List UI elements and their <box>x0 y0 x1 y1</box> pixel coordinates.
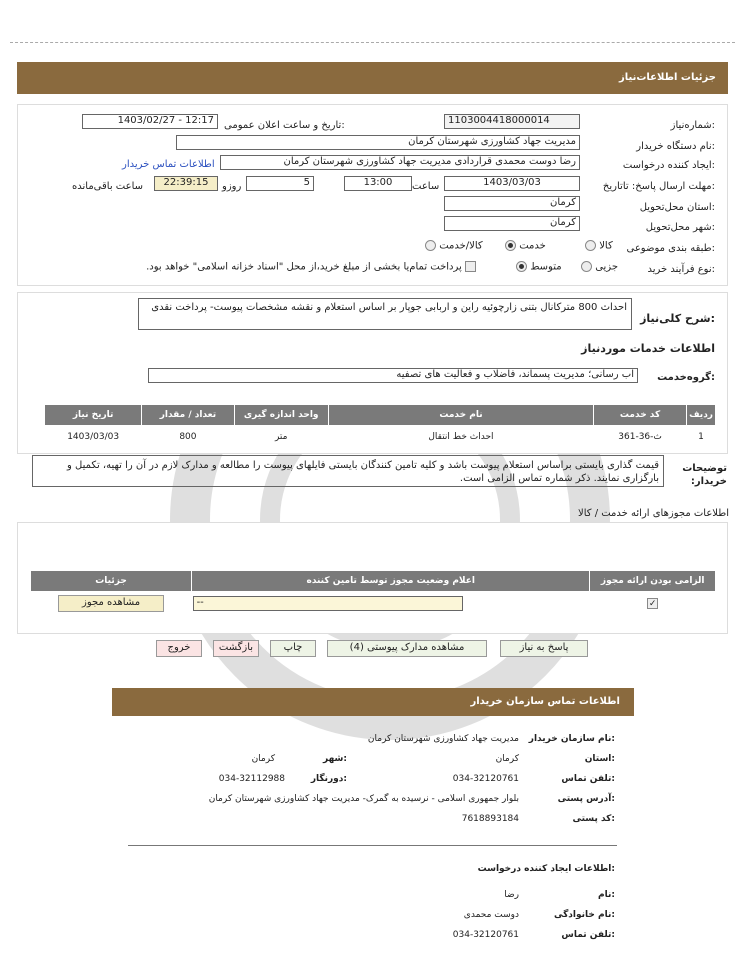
deadline-time-field: 13:00 <box>344 176 412 191</box>
creator-info-title: اطلاعات ایجاد کننده درخواست: <box>477 864 615 874</box>
creator-field: رضا دوست محمدی قراردادی مدیریت جهاد کشاورزی شهرستان کرمان <box>220 155 580 170</box>
buyer-contact-link[interactable]: اطلاعات تماس خریدار <box>122 159 215 170</box>
address-value: بلوار جمهوری اسلامی - نرسیده به گمرک- مدیریت جهاد کشاورزی شهرستان کرمان <box>208 794 519 804</box>
contact-phone-label: تلفن تماس: <box>561 774 615 784</box>
postal-label: کد پستی: <box>572 814 615 824</box>
cell-unit: متر <box>274 432 288 442</box>
city-field: کرمان <box>444 216 580 231</box>
summary-label: شرح کلی‌نیاز: <box>640 312 715 325</box>
contact-phone-value: 034-32120761 <box>452 774 519 784</box>
col-required: الزامی بودن ارائه مجوز <box>590 571 716 592</box>
contact-divider <box>128 845 617 846</box>
group-field: آب رسانی؛ مدیریت پسماند، فاضلاب و فعالیت های تصفیه <box>148 368 638 383</box>
process-option-minor[interactable]: جزیی <box>581 261 618 273</box>
summary-text: احداث 800 مترکانال بتنی زارچوئیه راین و اربابی جوپار بر اساس استعلام و نقشه مشخصات پیوست- پرداخت نقدی <box>138 298 632 330</box>
radio-icon[interactable] <box>585 240 596 251</box>
info-panel <box>17 104 728 286</box>
process-option-medium[interactable]: متوسط <box>516 261 562 273</box>
announce-field: 1403/02/27 - 12:17 <box>82 114 218 129</box>
top-divider <box>10 42 735 43</box>
back-button[interactable]: بازگشت <box>213 640 259 657</box>
required-checkbox-icon: ✓ <box>648 598 657 609</box>
remaining-time-field: 22:39:15 <box>154 176 218 191</box>
province-label: استان محل‌تحویل: <box>639 202 715 213</box>
permits-header-row <box>31 571 716 592</box>
cell-row: 1 <box>698 432 704 442</box>
col-code: کد خدمت <box>594 405 687 426</box>
permits-table <box>30 570 716 614</box>
remaining-label: ساعت باقی‌مانده <box>72 181 144 192</box>
reply-button[interactable]: پاسخ به نیاز <box>500 640 588 657</box>
cell-name: احداث خط انتقال <box>428 432 494 442</box>
checkbox-icon[interactable] <box>465 261 476 272</box>
col-unit: واحد اندازه گیری <box>234 405 328 426</box>
group-label: گروه‌خدمت: <box>657 372 715 383</box>
creator-label: ایجاد کننده درخواست: <box>622 160 715 171</box>
contact-city-label: شهر: <box>323 754 347 764</box>
header-title: جزئیات اطلاعات‌نیاز <box>619 72 716 83</box>
announce-label: تاریخ و ساعت اعلان عمومی: <box>224 120 345 131</box>
col-row: ردیف <box>687 405 716 426</box>
services-table <box>44 404 716 448</box>
table-row <box>31 592 716 615</box>
cell-code: ث-36-361 <box>618 432 662 442</box>
contact-title: اطلاعات تماس سازمان خریدار <box>470 696 620 707</box>
permit-status-field[interactable]: -- <box>193 596 463 611</box>
table-header-row <box>45 405 716 426</box>
family-value: دوست محمدی <box>463 910 519 920</box>
contact-fax-label: دورنگار: <box>310 774 347 784</box>
permits-title: اطلاعات مجوزهای ارائه خدمت / کالا <box>578 508 729 519</box>
category-option-both[interactable]: کالا/خدمت <box>425 240 483 252</box>
buyer-notes-text: قیمت گذاری بایستی براساس استعلام پیوست باشد و کلیه تامین کنندگان بایستی فایلهای پیوست را مطالعه و مدارک لازم در آن را تهیه، تکمیل و بارگزاری نمایند. ذکر شماره تماس الزامی است. <box>32 455 664 487</box>
contact-province-label: استان: <box>584 754 615 764</box>
process-label: نوع فرآیند خرید: <box>647 264 715 275</box>
need-number-field: 1103004418000014 <box>444 114 580 129</box>
address-label: آدرس پستی: <box>557 794 615 804</box>
view-docs-button[interactable]: مشاهده مدارک پیوستی (4) <box>327 640 487 657</box>
payment-note: پرداخت تمام‌یا بخشی از مبلغ خرید،از محل "اسناد خزانه اسلامی" خواهد بود. <box>146 261 462 273</box>
radio-icon[interactable] <box>425 240 436 251</box>
cell-date: 1403/03/03 <box>67 432 120 442</box>
col-status: اعلام وضعیت مجوز توسط تامین کننده <box>192 571 590 592</box>
col-details: جزئیات <box>31 571 192 592</box>
buyer-field: مدیریت جهاد کشاورزی شهرستان کرمان <box>176 135 580 150</box>
need-number-label: شماره‌نیاز: <box>670 120 715 131</box>
day-field: 5 <box>246 176 314 191</box>
radio-icon[interactable] <box>581 261 592 272</box>
print-button[interactable]: چاپ <box>270 640 316 657</box>
province-field: کرمان <box>444 196 580 211</box>
contact-province-value: کرمان <box>495 754 519 764</box>
radio-selected-icon[interactable] <box>516 261 527 272</box>
cell-qty: 800 <box>179 432 197 442</box>
contact-header <box>112 688 634 716</box>
category-option-goods[interactable]: کالا <box>585 240 613 252</box>
creator-phone-value: 034-32120761 <box>452 930 519 940</box>
deadline-date-field: 1403/03/03 <box>444 176 580 191</box>
buyer-notes-label: توضیحات خریدار: <box>682 463 727 487</box>
time-label: ساعت <box>412 181 440 192</box>
category-option-service[interactable]: خدمت <box>505 240 546 252</box>
postal-value: 7618893184 <box>461 814 519 824</box>
services-title: اطلاعات خدمات موردنیاز <box>581 342 715 355</box>
deadline-label: مهلت ارسال پاسخ: تاتاریخ: <box>602 181 715 192</box>
city-label: شهر محل‌تحویل: <box>645 222 715 233</box>
col-qty: تعداد / مقدار <box>142 405 234 426</box>
radio-selected-icon[interactable] <box>505 240 516 251</box>
col-date: تاریخ نیاز <box>45 405 142 426</box>
day-label: روزو <box>222 181 242 192</box>
name-value: رضا <box>504 890 519 900</box>
contact-city-value: کرمان <box>251 754 275 764</box>
col-name: نام خدمت <box>328 405 593 426</box>
view-permit-button[interactable]: مشاهده مجوز <box>58 595 164 612</box>
exit-button[interactable]: خروج <box>156 640 202 657</box>
creator-phone-label: تلفن تماس: <box>561 930 615 940</box>
category-label: طبقه بندی موضوعی: <box>626 243 715 254</box>
details-header <box>17 62 728 94</box>
contact-fax-value: 034-32112988 <box>218 774 285 784</box>
payment-option[interactable] <box>108 261 476 273</box>
family-label: نام خانوادگی: <box>553 910 615 920</box>
table-row <box>45 426 716 449</box>
org-value: مدیریت جهاد کشاورزی شهرستان کرمان <box>367 734 519 744</box>
org-label: نام سازمان خریدار: <box>528 734 615 744</box>
name-label: نام: <box>598 890 615 900</box>
buyer-label: نام دستگاه خریدار: <box>636 141 715 152</box>
